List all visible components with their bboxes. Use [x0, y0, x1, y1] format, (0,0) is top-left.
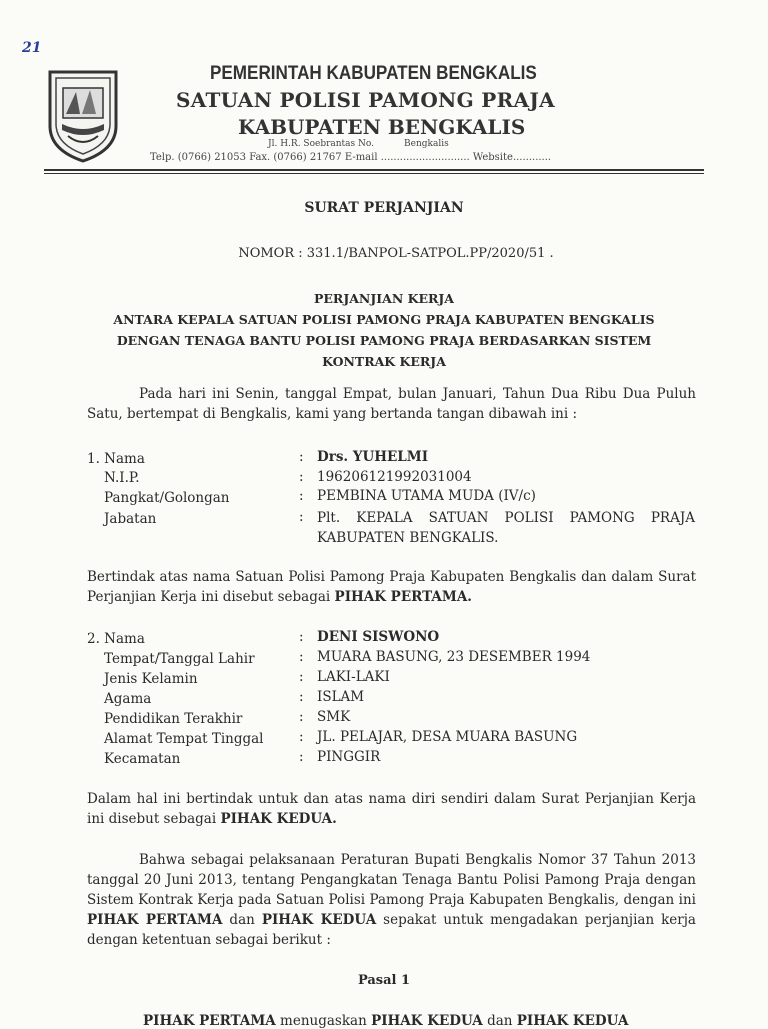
p1-nip: 196206121992031004: [317, 469, 472, 485]
p2-ttl-label: Tempat/Tanggal Lahir: [104, 651, 255, 667]
p2-nama-label: 2. Nama: [87, 631, 145, 647]
doc-title: SURAT PERJANJIAN: [304, 200, 464, 216]
kop-government: PEMERINTAH KABUPATEN BENGKALIS: [210, 63, 537, 84]
p1-jabatan: Plt. KEPALA SATUAN POLISI PAMONG PRAJA KABUPATEN BENGKALIS.: [317, 510, 695, 546]
p2-jk: LAKI-LAKI: [317, 669, 390, 685]
kop-agency: SATUAN POLISI PAMONG PRAJA: [176, 88, 555, 112]
p1-statement: Bertindak atas nama Satuan Polisi Pamong Praja Kabupaten Bengkalis dan dalam Surat Perjanjian Kerja ini disebut sebagai PIHAK PERTAMA.: [87, 569, 696, 605]
p1-nip-label: N.I.P.: [104, 470, 140, 486]
p2-statement: Dalam hal ini bertindak untuk dan atas nama diri sendiri dalam Surat Perjanjian Kerja ini disebut sebagai PIHAK KEDUA.: [87, 791, 696, 827]
p1-jabatan-label: Jabatan: [104, 511, 157, 527]
p2-kecamatan-label: Kecamatan: [104, 751, 181, 767]
intro-paragraph: Pada hari ini Senin, tanggal Empat, bulan Januari, Tahun Dua Ribu Dua Puluh Satu, bertempat di Bengkalis, kami yang bertanda tangan dibawah ini :: [87, 386, 696, 422]
page-mark: 21: [22, 40, 42, 56]
doc-number: NOMOR : 331.1/BANPOL-SATPOL.PP/2020/51 .: [238, 246, 554, 261]
p2-alamat-label: Alamat Tempat Tinggal: [104, 731, 264, 747]
p2-agama-label: Agama: [104, 691, 152, 707]
colon: :: [299, 669, 304, 685]
p2-jk-label: Jenis Kelamin: [104, 671, 198, 687]
colon: :: [299, 749, 304, 765]
colon: :: [299, 729, 304, 745]
p1-pangkat: PEMBINA UTAMA MUDA (IV/c): [317, 488, 536, 504]
pasal-title: Pasal 1: [357, 973, 411, 988]
colon: :: [299, 629, 304, 645]
p2-pendidikan: SMK: [317, 709, 351, 725]
p2-alamat: JL. PELAJAR, DESA MUARA BASUNG: [317, 729, 578, 745]
colon: :: [299, 649, 304, 665]
colon: :: [299, 488, 304, 504]
colon: :: [299, 469, 304, 485]
colon: :: [299, 689, 304, 705]
kop-address: Jl. H.R. Soebrantas No. Bengkalis: [268, 139, 449, 149]
bengkalis-emblem-icon: [46, 68, 120, 164]
kop-regency: KABUPATEN BENGKALIS: [238, 115, 526, 139]
kop-divider: [44, 169, 704, 171]
pasal-text: PIHAK PERTAMA menugaskan PIHAK KEDUA dan PIHAK KEDUA: [143, 1013, 629, 1029]
basis-paragraph: Bahwa sebagai pelaksanaan Peraturan Bupati Bengkalis Nomor 37 Tahun 2013 tanggal 20 Juni 2013, tentang Pengangkatan Tenaga Bantu Polisi Pamong Praja dengan Sistem Kontrak Kerja pada Satuan Polisi Pamong Praja Kabupaten Bengkalis, dengan ini PIHAK PERTAMA dan PIHAK KEDUA sepakat untuk mengadakan perjanjian kerja dengan ketentuan sebagai berikut :: [87, 852, 696, 948]
p1-nama: Drs. YUHELMI: [317, 449, 429, 465]
kop-contact: Telp. (0766) 21053 Fax. (0766) 21767 E-mail ............................ Website............: [150, 152, 552, 163]
p2-agama: ISLAM: [317, 689, 365, 705]
p2-kecamatan: PINGGIR: [317, 749, 381, 765]
p1-pangkat-label: Pangkat/Golongan: [104, 490, 230, 506]
colon: :: [299, 509, 304, 525]
p2-nama: DENI SISWONO: [317, 629, 440, 645]
colon: :: [299, 709, 304, 725]
colon: :: [299, 449, 304, 465]
p2-pendidikan-label: Pendidikan Terakhir: [104, 711, 243, 727]
p1-nama-label: 1. Nama: [87, 451, 145, 467]
p2-ttl: MUARA BASUNG, 23 DESEMBER 1994: [317, 649, 591, 665]
agreement-heading: PERJANJIAN KERJA ANTARA KEPALA SATUAN POLISI PAMONG PRAJA KABUPATEN BENGKALIS DENGAN TENAGA BANTU POLISI PAMONG PRAJA BERDASARKAN SISTEM KONTRAK KERJA: [113, 291, 655, 369]
kop-divider-thin: [44, 173, 704, 174]
